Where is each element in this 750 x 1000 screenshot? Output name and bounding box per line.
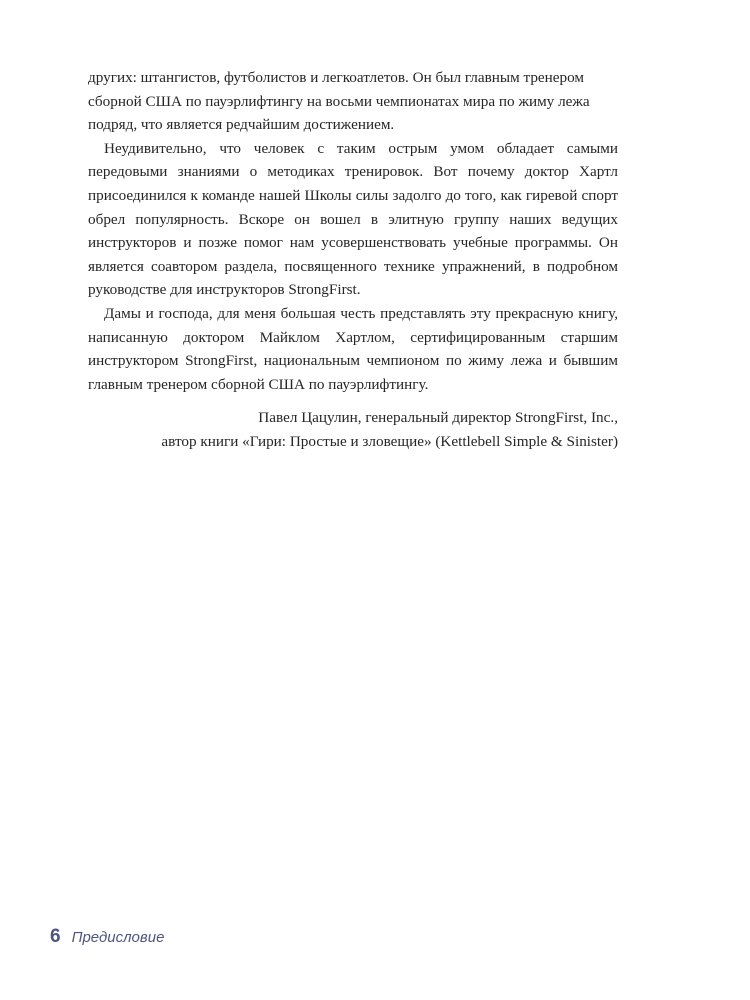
page-number: 6 — [50, 926, 61, 947]
paragraph-2: Неудивительно, что человек с таким острым умом обладает самыми передовыми знаниями о методиках тренировок. Вот почему доктор Хартл присоединился к команде нашей Школы силы задолго до того, как гиревой спорт обрел популярность. Вскоре он вошел в элитную группу наших ведущих инструкторов и позже помог нам усовершенствовать учебные программы. Он является соавтором раздела, посвященного технике упражнений, в подробном руководстве для инструкторов StrongFirst. — [88, 139, 618, 299]
page-body — [88, 66, 618, 454]
section-title: Предисловие — [71, 929, 165, 946]
signature — [88, 406, 618, 453]
signature-line-2: автор книги «Гири: Простые и зловещие» (Kettlebell Simple & Sinister) — [161, 432, 618, 450]
page-footer — [50, 926, 164, 948]
paragraph-3: Дамы и господа, для меня большая честь представлять эту прекрасную книгу, написанную доктором Майклом Хартлом, сертифицированным старшим инструктором StrongFirst, национальным чемпионом по жиму лежа и бывшим главным тренером сборной США по пауэрлифтингу. — [88, 304, 618, 393]
paragraph-1-line-2: сборной США по пауэрлифтингу на восьми чемпионатах мира по жиму лежа — [88, 92, 590, 110]
paragraph-1-line-3: подряд, что является редчайшим достижением. — [88, 116, 395, 134]
paragraph-1-line-1: других: штангистов, футболистов и легкоатлетов. Он был главным тренером — [88, 69, 585, 86]
signature-line-1: Павел Цацулин, генеральный директор StrongFirst, Inc., — [258, 409, 618, 427]
